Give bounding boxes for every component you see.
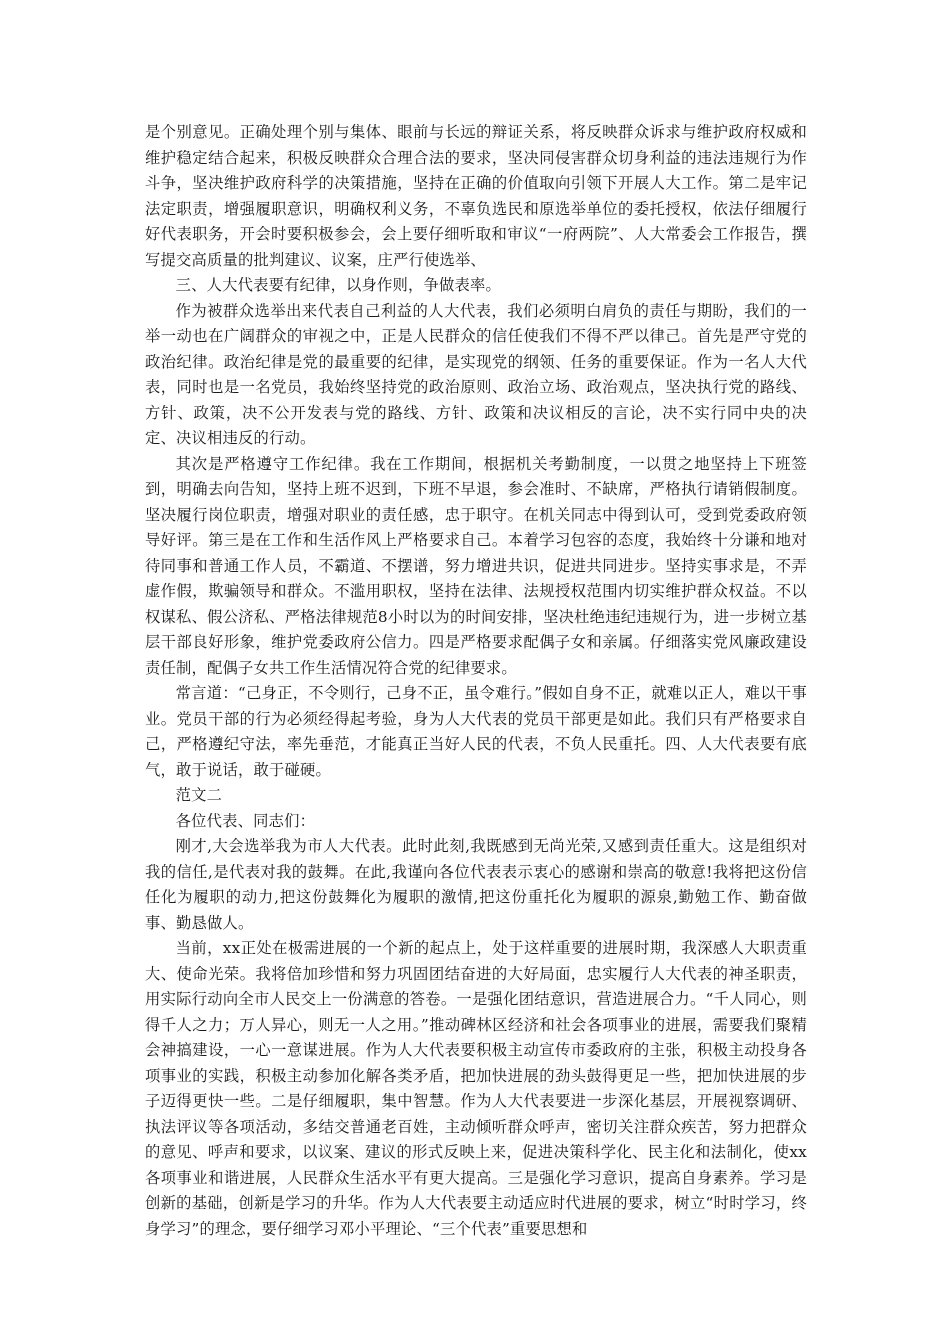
- document-body: [145, 120, 807, 1242]
- paragraph-current-period: 当前，xx正处在极需进展的一个新的起点上，处于这样重要的进展时期，我深感人大职责重大、使命光荣。我将倍加珍惜和努力巩固团结奋进的大好局面，忠实履行人大代表的神圣职责，用实际行动向全市人民交上一份满意的答卷。一是强化团结意识，营造进展合力。“千人同心，则得千人之力；万人异心，则无一人之用。”推动碑林区经济和社会各项事业的进展，需要我们聚精会神搞建设，一心一意谋进展。作为人大代表要积极主动宣传市委政府的主张，积极主动投身各项事业的实践，积极主动参加化解各类矛盾，把加快进展的劲头鼓得更足一些，把加快进展的步子迈得更快一些。二是仔细履职，集中智慧。作为人大代表要进一步深化基层，开展视察调研、执法评议等各项活动，多结交普通老百姓，主动倾听群众呼声，密切关注群众疾苦，努力把群众的意见、呼声和要求，以议案、建议的形式反映上来，促进决策科学化、民主化和法制化，使xx各项事业和谐进展，人民群众生活水平有更大提高。三是强化学习意识，提高自身素养。学习是创新的基础，创新是学习的升华。作为人大代表要主动适应时代进展的要求，树立“时时学习，终身学习”的理念，要仔细学习邓小平理论、“三个代表”重要思想和: [145, 939, 807, 1238]
- paragraph-saying: 常言道：“己身正，不令则行，己身不正，虽令难行。”假如自身不正，就难以正人，难以干事业。党员干部的行为必须经得起考验，身为人大代表的党员干部更是如此。我们只有严格要求自己，严格遵纪守法，率先垂范，才能真正当好人民的代表，不负人民重托。四、人大代表要有底气，敢于说话，敢于碰硬。: [145, 684, 807, 779]
- paragraph-continued: 是个别意见。正确处理个别与集体、眼前与长远的辩证关系，将反映群众诉求与维护政府权威和维护稳定结合起来，积极反映群众合理合法的要求，坚决同侵害群众切身利益的违法违规行为作斗争，坚决维护政府科学的决策措施，坚持在正确的价值取向引领下开展人大工作。第二是牢记法定职责，增强履职意识，明确权利义务，不辜负选民和原选举单位的委托授权，依法仔细履行好代表职务，开会时要积极参会，会上要仔细听取和审议“一府两院”、人大常委会工作报告，撰写提交高质量的批判建议、议案，庄严行使选举、: [145, 123, 807, 269]
- salutation: 各位代表、同志们：: [175, 811, 316, 830]
- paragraph-work-discipline: 其次是严格遵守工作纪律。我在工作期间，根据机关考勤制度，一以贯之地坚持上下班签到，明确去向告知，坚持上班不迟到，下班不早退，参会准时、不缺席，严格执行请销假制度。坚决履行岗位职责，增强对职业的责任感，忠于职守。在机关同志中得到认可，受到党委政府领导好评。第三是在工作和生活作风上严格要求自己。本着学习包容的态度，我始终十分谦和地对待同事和普通工作人员，不霸道、不摆谱，努力增进共识，促进共同进步。坚持实事求是，不弄虚作假，欺骗领导和群众。不滥用职权，坚持在法律、法规授权范围内切实维护群众权益。不以权谋私、假公济私、严格法律规范8小时以为的时间安排，坚决杜绝违纪违规行为，进一步树立基层干部良好形象，维护党委政府公信力。四是严格要求配偶子女和亲属。仔细落实党风廉政建设责任制，配偶子女共工作生活情况符合党的纪律要求。: [145, 454, 807, 677]
- sample-title: 范文二: [175, 786, 223, 804]
- paragraph-thanks: 刚才,大会选举我为市人大代表。此时此刻,我既感到无尚光荣,又感到责任重大。这是组织对我的信任,是代表对我的鼓舞。在此,我谨向各位代表表示衷心的感谢和崇高的敬意!我将把这份信任化为履职的动力,把这份鼓舞化为履职的激情,把这份重托化为履职的源泉,勤勉工作、勤奋做事、勤恳做人。: [145, 837, 807, 932]
- paragraph-political-discipline: 作为被群众选举出来代表自己利益的人大代表，我们必须明白肩负的责任与期盼，我们的一举一动也在广阔群众的审视之中，正是人民群众的信任使我们不得不严以律己。首先是严守党的政治纪律。政治纪律是党的最重要的纪律，是实现党的纲领、任务的重要保证。作为一名人大代表，同时也是一名党员，我始终坚持党的政治原则、政治立场、政治观点，坚决执行党的路线、方针、政策，决不公开发表与党的路线、方针、政策和决议相反的言论，决不实行同中央的决定、决议相违反的行动。: [145, 301, 807, 447]
- section-heading-discipline: 三、人大代表要有纪律，以身作则，争做表率。: [175, 276, 502, 294]
